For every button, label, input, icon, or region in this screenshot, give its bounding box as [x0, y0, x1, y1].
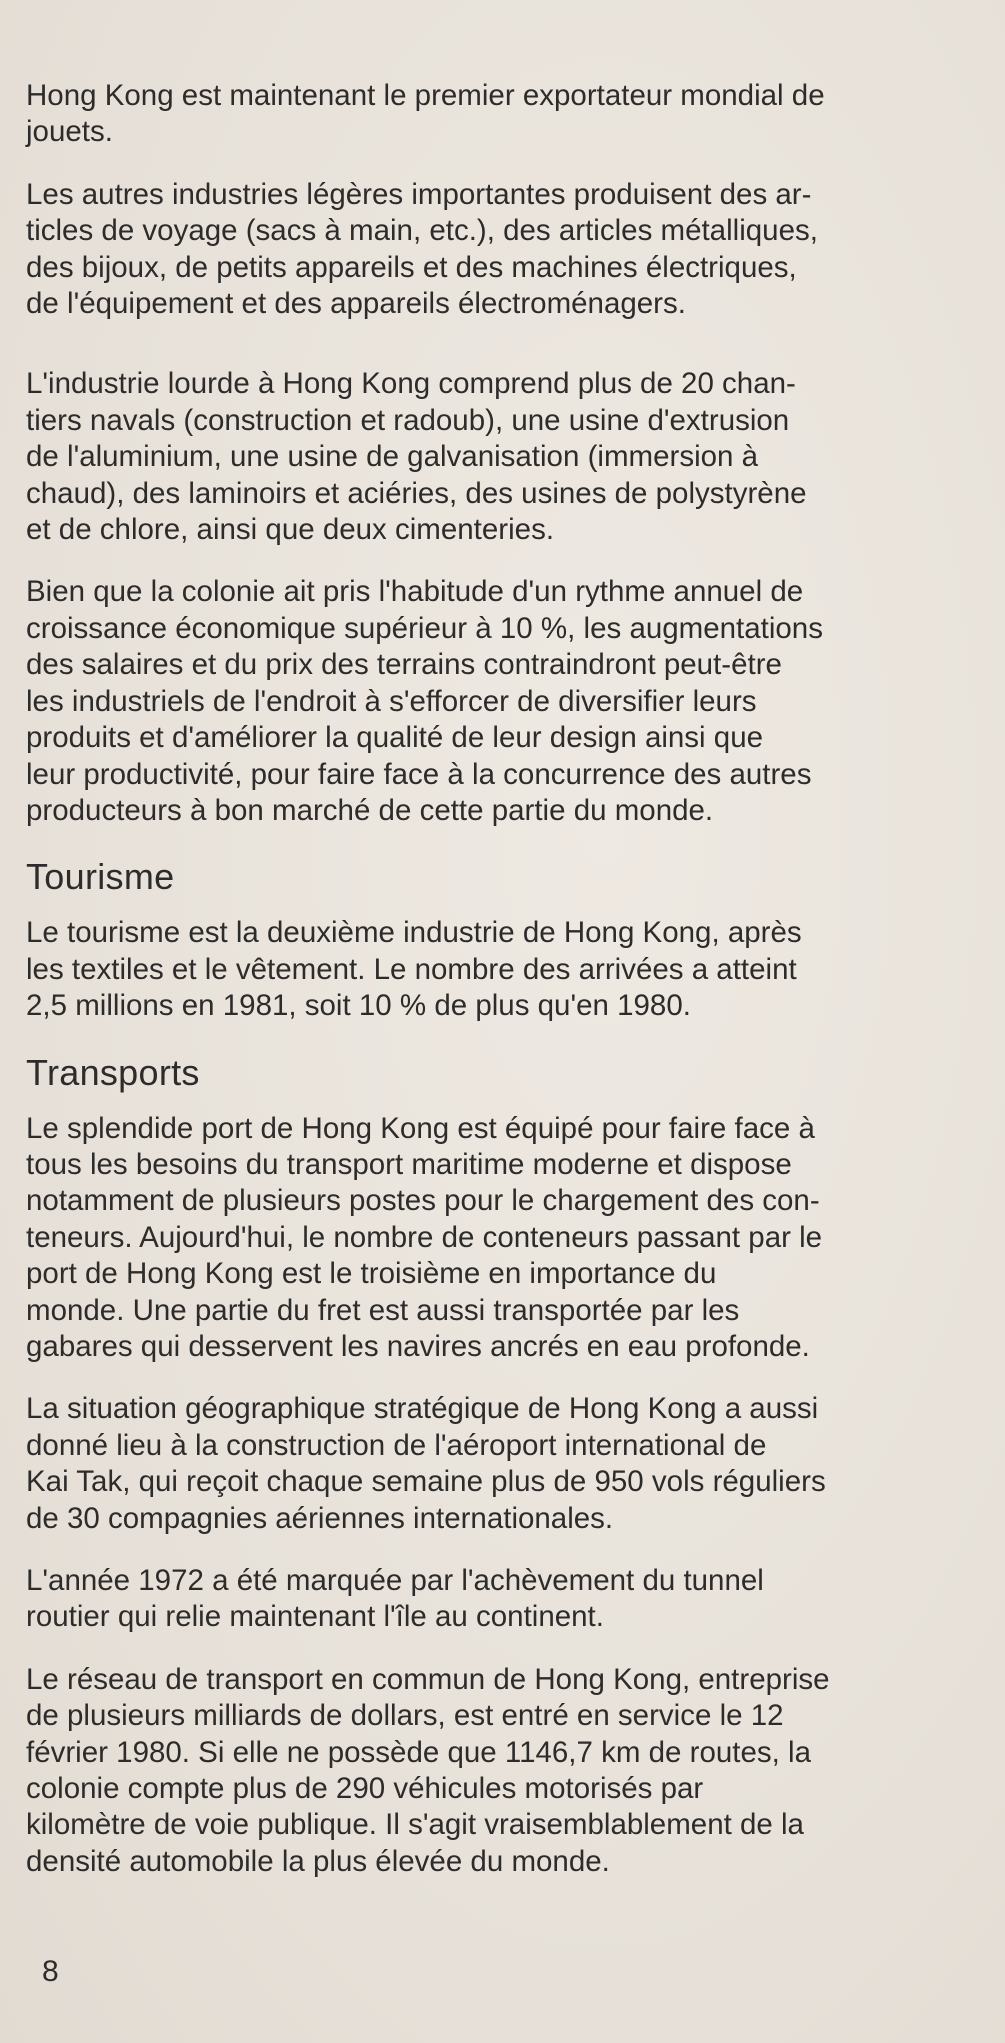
text-line: gabares qui desservent les navires ancrés en eau profonde.	[26, 1329, 810, 1363]
text-line: leur productivité, pour faire face à la concurrence des autres	[26, 757, 812, 791]
paragraph-industries-legeres	[26, 177, 981, 323]
text-line: les textiles et le vêtement. Le nombre des arrivées a atteint	[26, 952, 797, 986]
intro-section	[26, 78, 981, 829]
text-line: Bien que la colonie ait pris l'habitude d'un rythme annuel de	[26, 575, 804, 609]
text-line: février 1980. Si elle ne possède que 1146,7 km de routes, la	[26, 1735, 811, 1769]
text-line: tiers navals (construction et radoub), une usine d'extrusion	[26, 403, 790, 437]
section-heading-tourisme: Tourisme	[26, 856, 175, 898]
paragraph-port	[26, 1111, 981, 1366]
text-line: des bijoux, de petits appareils et des machines électriques,	[26, 250, 797, 284]
text-line: producteurs à bon marché de cette partie du monde.	[26, 793, 714, 827]
text-line: 2,5 millions en 1981, soit 10 % de plus qu'en 1980.	[26, 989, 691, 1023]
text-line: teneurs. Aujourd'hui, le nombre de conteneurs passant par le	[26, 1220, 823, 1254]
text-line: croissance économique supérieur à 10 %, les augmentations	[26, 611, 823, 645]
text-line: notamment de plusieurs postes pour le chargement des con-	[26, 1184, 820, 1218]
text-line: donné lieu à la construction de l'aéroport international de	[26, 1428, 767, 1462]
text-line: Kai Tak, qui reçoit chaque semaine plus de 950 vols réguliers	[26, 1465, 826, 1499]
paragraph-tunnel	[26, 1563, 981, 1636]
text-line: Le tourisme est la deuxième industrie de Hong Kong, après	[26, 916, 802, 950]
text-line: Les autres industries légères importantes produisent des ar-	[26, 177, 812, 211]
paragraph-jouets	[26, 78, 981, 151]
text-line: les industriels de l'endroit à s'efforcer de diversifier leurs	[26, 684, 757, 718]
text-line: densité automobile la plus élevée du monde.	[26, 1844, 610, 1878]
text-line: de l'aluminium, une usine de galvanisation (immersion à	[26, 440, 759, 474]
text-line: L'industrie lourde à Hong Kong comprend plus de 20 chan-	[26, 367, 796, 401]
paragraph-tourisme	[26, 915, 981, 1024]
text-line: de plusieurs milliards de dollars, est entré en service le 12	[26, 1699, 784, 1733]
text-line: port de Hong Kong est le troisième en importance du	[26, 1257, 717, 1291]
transports-section	[26, 1051, 981, 1881]
page-number: 8	[42, 1955, 59, 1988]
text-line: produits et d'améliorer la qualité de leur design ainsi que	[26, 721, 764, 755]
text-line: Hong Kong est maintenant le premier exportateur mondial de	[26, 79, 825, 112]
text-line: Le splendide port de Hong Kong est équipé pour faire face à	[26, 1111, 815, 1145]
text-line: et de chlore, ainsi que deux cimenteries.	[26, 513, 555, 547]
text-line: Le réseau de transport en commun de Hong Kong, entreprise	[26, 1662, 830, 1696]
section-heading-transports: Transports	[26, 1051, 200, 1093]
page-content	[26, 78, 981, 1906]
tourisme-section	[26, 855, 981, 1024]
text-line: de l'équipement et des appareils électroménagers.	[26, 287, 686, 321]
text-line: colonie compte plus de 290 véhicules motorisés par	[26, 1772, 704, 1806]
paragraph-aeroport	[26, 1391, 981, 1537]
text-line: tous les besoins du transport maritime moderne et dispose	[26, 1147, 792, 1181]
text-line: ticles de voyage (sacs à main, etc.), des articles métalliques,	[26, 214, 818, 248]
text-line: des salaires et du prix des terrains contraindront peut-être	[26, 648, 782, 682]
text-line: chaud), des laminoirs et aciéries, des usines de polystyrène	[26, 476, 807, 510]
text-line: La situation géographique stratégique de Hong Kong a aussi	[26, 1392, 819, 1426]
text-line: monde. Une partie du fret est aussi transportée par les	[26, 1293, 740, 1327]
text-line: routier qui relie maintenant l'île au continent.	[26, 1600, 604, 1634]
paragraph-transport-commun	[26, 1662, 981, 1880]
text-line: jouets.	[26, 115, 113, 149]
text-line: kilomètre de voie publique. Il s'agit vraisemblablement de la	[26, 1808, 804, 1842]
text-line: de 30 compagnies aériennes internationales.	[26, 1501, 614, 1535]
paragraph-croissance	[26, 574, 981, 829]
text-line: L'année 1972 a été marquée par l'achèvement du tunnel	[26, 1564, 764, 1597]
paragraph-industrie-lourde	[26, 366, 981, 548]
